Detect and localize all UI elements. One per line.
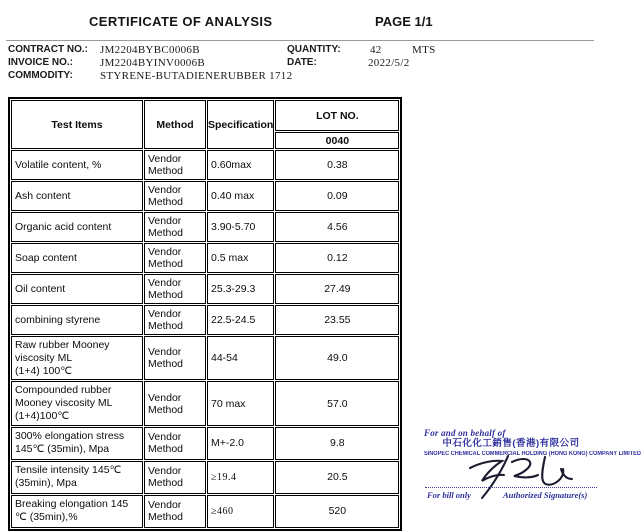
invoice-no-label: INVOICE NO.:: [8, 57, 74, 68]
test-item-cell: Raw rubber Mooney viscosity ML (1+4) 100℃: [11, 336, 143, 380]
page-number: PAGE 1/1: [375, 14, 433, 29]
result-cell: 0.09: [275, 181, 399, 211]
authorized-signature-label: Authorized Signature(s): [503, 490, 588, 500]
table-row: [11, 381, 399, 425]
company-name-english: SINOPEC CHEMICAL COMMERCIAL HOLDING (HONG KONG) COMPANY LIMITED: [424, 451, 641, 458]
specification-cell: 3.90-5.70: [207, 212, 274, 242]
method-cell: Vendor Method: [144, 274, 206, 304]
for-bill-only-label: For bill only: [427, 490, 471, 500]
table-row: [11, 427, 399, 460]
quantity-value: 42: [370, 44, 382, 56]
column-header-method: Method: [144, 100, 206, 149]
contract-no-value: JM2204BYBC0006B: [100, 44, 200, 56]
result-cell: 4.56: [275, 212, 399, 242]
analysis-table: [8, 97, 402, 531]
table-row: [11, 461, 399, 494]
specification-cell: 0.5 max: [207, 243, 274, 273]
specification-cell: ≥460: [207, 495, 274, 528]
test-item-cell: Ash content: [11, 181, 143, 211]
method-cell: Vendor Method: [144, 336, 206, 380]
specification-cell: 0.40 max: [207, 181, 274, 211]
table-row: [11, 150, 399, 180]
test-item-cell: Organic acid content: [11, 212, 143, 242]
behalf-text: For and on behalf of: [424, 428, 506, 438]
specification-cell: 0.60max: [207, 150, 274, 180]
test-item-cell: Tensile intensity 145℃ (35min), Mpa: [11, 461, 143, 494]
test-item-cell: Soap content: [11, 243, 143, 273]
page-title: CERTIFICATE OF ANALYSIS: [89, 14, 273, 29]
specification-cell: 70 max: [207, 381, 274, 425]
method-cell: Vendor Method: [144, 427, 206, 460]
contract-no-label: CONTRACT NO.:: [8, 44, 88, 55]
specification-cell: 22.5-24.5: [207, 305, 274, 335]
specification-cell: 44-54: [207, 336, 274, 380]
quantity-label: QUANTITY:: [287, 44, 341, 55]
specification-cell: ≥19.4: [207, 461, 274, 494]
quantity-unit: MTS: [412, 44, 436, 56]
commodity-label: COMMODITY:: [8, 70, 73, 81]
coa-table-body: [11, 150, 399, 528]
test-item-cell: Oil content: [11, 274, 143, 304]
lot-number-value: 0040: [275, 132, 399, 149]
table-row: [11, 274, 399, 304]
method-cell: Vendor Method: [144, 495, 206, 528]
result-cell: 57.0: [275, 381, 399, 425]
test-item-cell: Compounded rubber Mooney viscosity ML (1+4)100℃: [11, 381, 143, 425]
specification-cell: M+-2.0: [207, 427, 274, 460]
invoice-no-value: JM2204BYINV0006B: [100, 57, 206, 69]
result-cell: 9.8: [275, 427, 399, 460]
test-item-cell: Breaking elongation 145 ℃ (35min),%: [11, 495, 143, 528]
method-cell: Vendor Method: [144, 212, 206, 242]
test-item-cell: Volatile content, %: [11, 150, 143, 180]
date-label: DATE:: [287, 57, 317, 68]
commodity-value: STYRENE-BUTADIENERUBBER 1712: [100, 70, 293, 82]
table-row: [11, 305, 399, 335]
result-cell: 20.5: [275, 461, 399, 494]
result-cell: 27.49: [275, 274, 399, 304]
result-cell: 520: [275, 495, 399, 528]
method-cell: Vendor Method: [144, 461, 206, 494]
specification-cell: 25.3-29.3: [207, 274, 274, 304]
result-cell: 23.55: [275, 305, 399, 335]
table-row: [11, 181, 399, 211]
header-divider: [6, 40, 594, 41]
result-cell: 0.12: [275, 243, 399, 273]
test-item-cell: combining styrene: [11, 305, 143, 335]
table-row: [11, 243, 399, 273]
signature-line: [425, 487, 597, 488]
method-cell: Vendor Method: [144, 243, 206, 273]
method-cell: Vendor Method: [144, 305, 206, 335]
column-header-test-items: Test Items: [11, 100, 143, 149]
company-name-chinese: 中石化化工銷售(香港)有限公司: [442, 438, 580, 450]
method-cell: Vendor Method: [144, 181, 206, 211]
table-row: [11, 495, 399, 528]
table-row: [11, 336, 399, 380]
test-item-cell: 300% elongation stress 145℃ (35min), Mpa: [11, 427, 143, 460]
table-row: [11, 212, 399, 242]
result-cell: 0.38: [275, 150, 399, 180]
method-cell: Vendor Method: [144, 150, 206, 180]
result-cell: 49.0: [275, 336, 399, 380]
table-header-row: [11, 100, 399, 131]
column-header-lot-no: LOT NO.: [275, 100, 399, 131]
column-header-specification: Specification: [207, 100, 274, 149]
date-value: 2022/5/2: [368, 57, 410, 69]
method-cell: Vendor Method: [144, 381, 206, 425]
